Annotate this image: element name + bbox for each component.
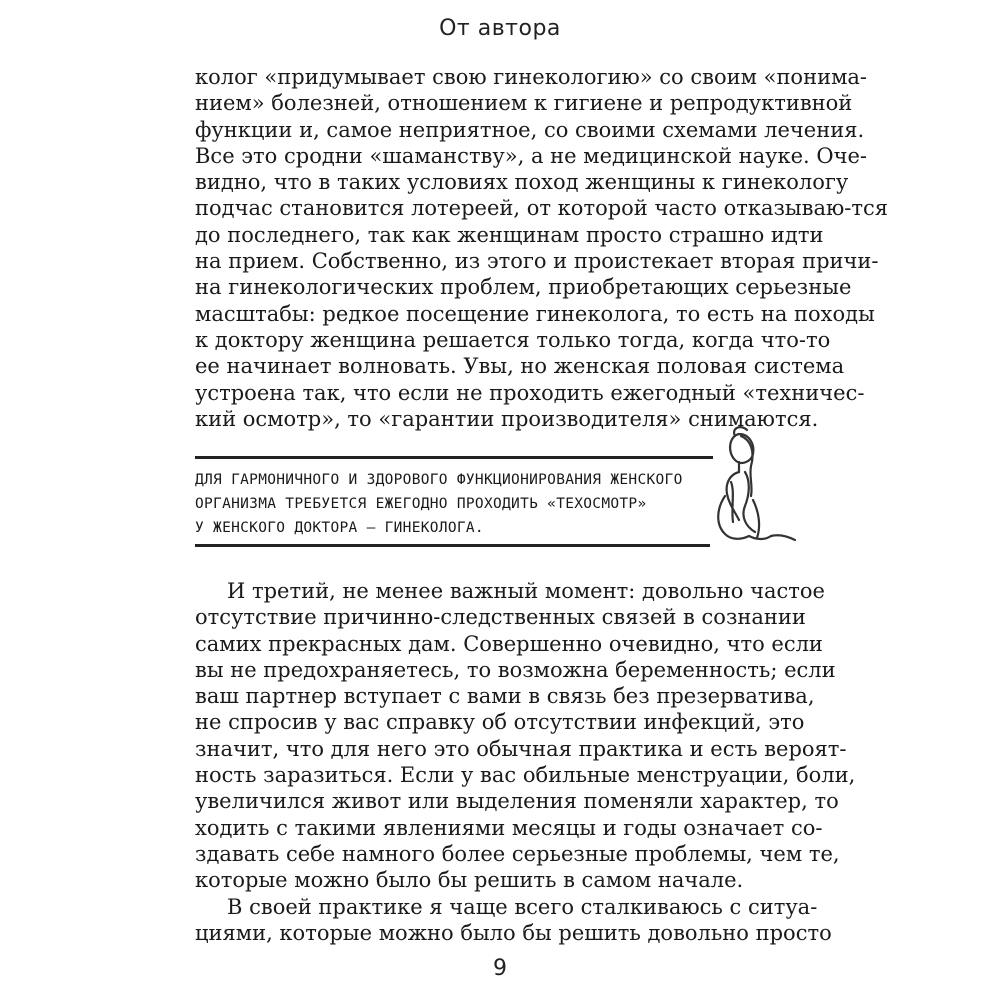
page-number: 9 bbox=[493, 956, 507, 981]
text-line: которые можно было бы решить в самом начале. bbox=[195, 868, 744, 893]
text-line: циями, которые можно было бы решить довольно просто bbox=[195, 920, 832, 945]
text-line: масштабы: редкое посещение гинеколога, то есть на походы bbox=[195, 301, 875, 326]
paragraph-2 bbox=[195, 578, 856, 946]
text-line: ность заразиться. Если у вас обильные менструации, боли, bbox=[195, 763, 856, 788]
text-line: увеличился живот или выделения поменяли характер, то bbox=[195, 789, 839, 814]
text-line: на прием. Собственно, из этого и проистекает вторая причи- bbox=[195, 249, 879, 274]
callout-bottom-rule bbox=[195, 544, 710, 547]
text-line: здавать себе намного более серьезные проблемы, чем те, bbox=[195, 841, 840, 866]
callout-top-rule bbox=[195, 456, 713, 459]
text-line: до последнего, так как женщинам просто страшно идти bbox=[195, 222, 824, 247]
text-line: значит, что для него это обычная практика и есть вероят- bbox=[195, 736, 847, 761]
text-line: отсутствие причинно-следственных связей в сознании bbox=[195, 605, 806, 630]
callout-text bbox=[195, 468, 715, 540]
text-line: не спросив у вас справку об отсутствии инфекций, это bbox=[195, 710, 805, 735]
callout-line: ОРГАНИЗМА ТРЕБУЕТСЯ ЕЖЕГОДНО ПРОХОДИТЬ «ТЕХОСМОТР» bbox=[195, 496, 647, 512]
running-head: От автора bbox=[439, 16, 561, 41]
text-line: самих прекрасных дам. Совершенно очевидно, что если bbox=[195, 631, 823, 656]
text-line: к доктору женщина решается только тогда, когда что-то bbox=[195, 327, 831, 352]
text-line: В своей практике я чаще всего сталкиваюсь с ситуа- bbox=[227, 894, 818, 919]
paragraph-1 bbox=[195, 64, 888, 432]
woman-figure-line-drawing-icon bbox=[695, 422, 815, 557]
text-line: функции и, самое неприятное, со своими схемами лечения. bbox=[195, 117, 865, 142]
text-line: нием» болезней, отношением к гигиене и репродуктивной bbox=[195, 91, 853, 116]
text-line: ходить с такими явлениями месяцы и годы означает со- bbox=[195, 815, 823, 840]
text-line: вы не предохраняетесь, то возможна беременность; если bbox=[195, 657, 836, 682]
callout-line: ДЛЯ ГАРМОНИЧНОГО И ЗДОРОВОГО ФУНКЦИОНИРОВАНИЯ ЖЕНСКОГО bbox=[195, 472, 683, 488]
text-line: колог «придумывает свою гинекологию» со своим «понима- bbox=[195, 65, 868, 89]
text-line: ее начинает волновать. Увы, но женская половая система bbox=[195, 354, 845, 379]
text-line: И третий, не менее важный момент: довольно частое bbox=[227, 579, 825, 603]
callout-line: У ЖЕНСКОГО ДОКТОРА – ГИНЕКОЛОГА. bbox=[195, 520, 484, 536]
text-line: Все это сродни «шаманству», а не медицинской науке. Оче- bbox=[195, 143, 868, 168]
text-line: устроена так, что если не проходить ежегодный «техничес- bbox=[195, 380, 865, 405]
text-line: кий осмотр», то «гарантии производителя» снимаются. bbox=[195, 406, 819, 431]
text-line: видно, что в таких условиях поход женщины к гинекологу bbox=[195, 170, 849, 195]
text-line: ваш партнер вступает с вами в связь без презерватива, bbox=[195, 684, 815, 709]
callout-box bbox=[195, 430, 815, 560]
text-line: подчас становится лотереей, от которой часто отказываю-тся bbox=[195, 196, 888, 221]
text-line: на гинекологических проблем, приобретающих серьезные bbox=[195, 275, 852, 300]
